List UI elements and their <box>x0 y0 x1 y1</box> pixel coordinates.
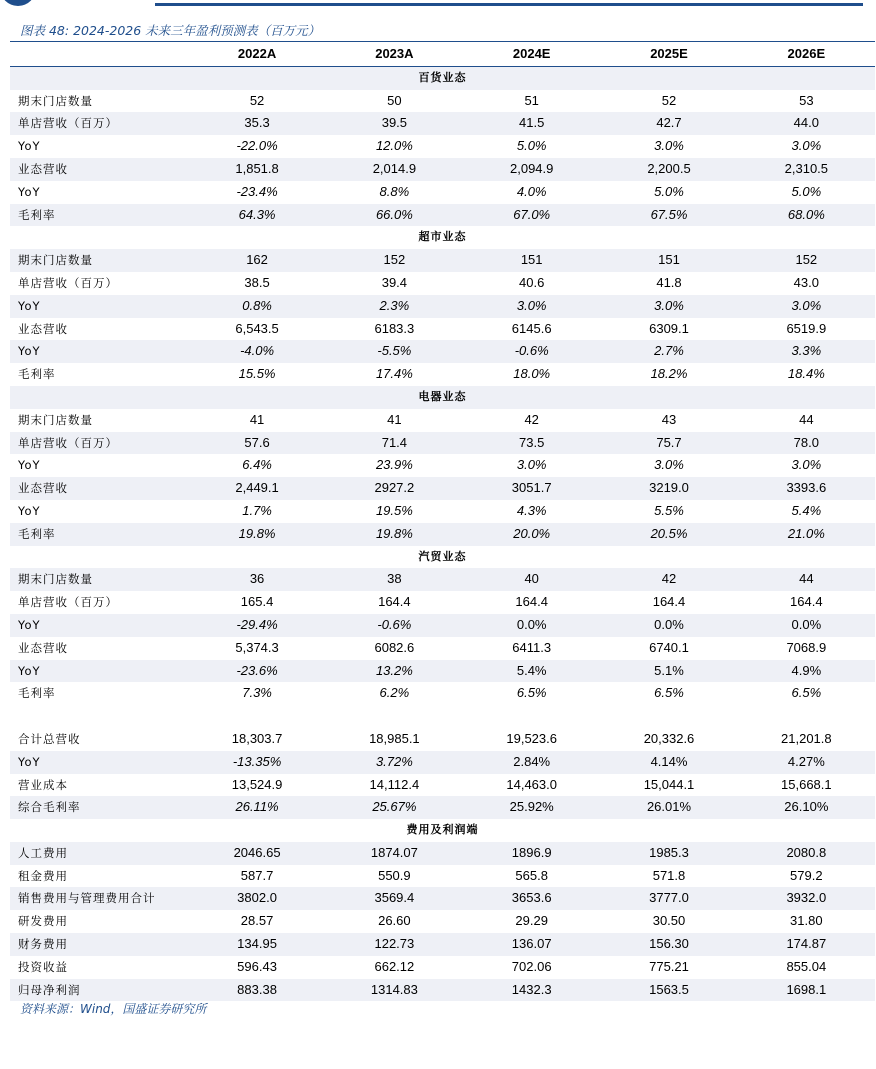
value-cell: 18.4% <box>787 366 825 382</box>
value-cell: 31.80 <box>790 913 823 929</box>
row-label: 综合毛利率 <box>10 796 188 819</box>
value-cell: 2,200.5 <box>600 158 737 181</box>
value-cell: 35.3 <box>188 112 325 135</box>
table-row <box>10 295 875 318</box>
header-year-2022a: 2022A <box>188 43 325 66</box>
row-label: 合计总营收 <box>18 731 81 746</box>
value-cell: 174.87 <box>738 933 875 956</box>
value-cell: 151 <box>463 249 600 272</box>
value-cell: 30.50 <box>652 913 686 929</box>
value-cell: 52 <box>249 92 265 108</box>
table-row <box>10 249 875 272</box>
value-cell: 3.0% <box>791 138 822 154</box>
value-cell: 2.84% <box>463 751 600 774</box>
value-cell: 25.67% <box>326 796 463 819</box>
table-row <box>10 910 875 933</box>
value-cell: 21.0% <box>738 523 875 546</box>
value-cell: 122.73 <box>326 933 463 956</box>
table-row <box>10 340 875 363</box>
value-cell: 39.4 <box>381 274 408 290</box>
value-cell: 579.2 <box>790 867 823 883</box>
table-row <box>10 887 875 910</box>
value-cell: 19.8% <box>326 523 463 546</box>
value-cell: 6411.3 <box>512 639 552 655</box>
row-label: 期末门店数量 <box>18 93 93 108</box>
value-cell: 2,310.5 <box>738 158 875 181</box>
value-cell: 136.07 <box>463 933 600 956</box>
value-cell: 1314.83 <box>326 979 463 1002</box>
row-label: 单店营收（百万） <box>18 595 118 610</box>
value-cell: 164.4 <box>515 594 548 610</box>
value-cell: 42 <box>524 411 539 427</box>
value-cell: 5.5% <box>654 502 684 518</box>
spacer-cell <box>10 705 875 728</box>
value-cell: 26.10% <box>738 796 875 819</box>
value-cell: 5.0% <box>654 183 684 199</box>
row-label: 业态营收 <box>18 640 68 655</box>
row-label: YoY <box>18 503 41 518</box>
value-cell: 5,374.3 <box>235 639 279 655</box>
value-cell: 2,449.1 <box>188 477 325 500</box>
value-cell: 662.12 <box>374 958 415 974</box>
value-cell: -13.35% <box>188 751 325 774</box>
row-label: 期末门店数量 <box>10 249 188 272</box>
value-cell: 2.7% <box>600 340 737 363</box>
value-cell: 596.43 <box>237 958 277 974</box>
value-cell: 3051.7 <box>463 477 600 500</box>
value-cell: 2080.8 <box>738 842 875 865</box>
row-label: YoY <box>10 295 188 318</box>
value-cell: 4.0% <box>516 183 547 199</box>
value-cell: 3.0% <box>463 295 600 318</box>
table-row <box>10 523 875 546</box>
value-cell: 40.6 <box>519 274 545 290</box>
value-cell: 51 <box>524 92 539 108</box>
header-label-cell <box>10 43 188 66</box>
value-cell: 0.0% <box>463 614 600 637</box>
value-cell: 855.04 <box>786 958 827 974</box>
value-cell: 1896.9 <box>463 842 600 865</box>
section-header-row <box>10 546 875 569</box>
row-label: 业态营收 <box>10 158 188 181</box>
value-cell: 2.3% <box>326 295 463 318</box>
value-cell: 19.8% <box>188 523 325 546</box>
section-header-row <box>10 66 875 89</box>
value-cell: 5.0% <box>791 183 822 199</box>
table-row <box>10 112 875 135</box>
value-cell: 3219.0 <box>600 477 737 500</box>
value-cell: 4.3% <box>516 502 547 518</box>
table-row <box>10 751 875 774</box>
section-header-row <box>10 226 875 249</box>
value-cell: 1.7% <box>242 502 272 518</box>
value-cell: 5.4% <box>463 660 600 683</box>
row-label: YoY <box>10 614 188 637</box>
table-row <box>10 409 875 432</box>
value-cell: 66.0% <box>326 204 463 227</box>
row-label: 营业成本 <box>18 777 68 792</box>
value-cell: 67.0% <box>463 204 600 227</box>
value-cell: 18,985.1 <box>369 730 420 746</box>
row-label: 单店营收（百万） <box>18 275 118 290</box>
value-cell: 36 <box>188 568 325 591</box>
value-cell: 134.95 <box>188 933 325 956</box>
row-label: 毛利率 <box>18 367 56 382</box>
value-cell: 57.6 <box>188 432 325 455</box>
table-row <box>10 432 875 455</box>
value-cell: 18.0% <box>513 366 551 382</box>
value-cell: 6082.6 <box>374 639 415 655</box>
section-title: 超市业态 <box>418 230 467 244</box>
value-cell: 3653.6 <box>463 887 600 910</box>
value-cell: 53 <box>799 92 814 108</box>
table-row <box>10 796 875 819</box>
value-cell: 78.0 <box>738 432 875 455</box>
value-cell: 38 <box>326 568 463 591</box>
value-cell: 20.0% <box>463 523 600 546</box>
value-cell: 20.5% <box>600 523 737 546</box>
table-row <box>10 181 875 204</box>
value-cell: 41 <box>249 411 265 427</box>
value-cell: 1985.3 <box>600 842 737 865</box>
value-cell: 17.4% <box>375 366 413 382</box>
value-cell: 3.0% <box>654 457 684 473</box>
value-cell: -23.6% <box>188 660 325 683</box>
value-cell: 44.0 <box>738 112 875 135</box>
value-cell: 8.8% <box>379 183 410 199</box>
section-title: 费用及利润端 <box>406 823 479 837</box>
value-cell: 25.92% <box>463 796 600 819</box>
value-cell: 18.2% <box>650 366 688 382</box>
value-cell: 23.9% <box>375 457 413 473</box>
value-cell: -0.6% <box>326 614 463 637</box>
value-cell: 164.4 <box>790 594 823 610</box>
row-label: 期末门店数量 <box>18 412 93 427</box>
value-cell: 5.0% <box>516 138 547 154</box>
value-cell: 15,044.1 <box>643 776 695 792</box>
table-row <box>10 454 875 477</box>
value-cell: 15.5% <box>238 366 276 382</box>
value-cell: 3.0% <box>654 138 684 154</box>
table-row <box>10 272 875 295</box>
source-note: 资料来源：Wind，国盛证券研究所 <box>20 1002 207 1016</box>
value-cell: 18,303.7 <box>231 730 283 746</box>
row-label: 毛利率 <box>10 204 188 227</box>
value-cell: 0.0% <box>600 614 737 637</box>
row-label: 业态营收 <box>10 477 188 500</box>
table-row <box>10 500 875 523</box>
table-body <box>10 66 875 1001</box>
value-cell: 43.0 <box>793 274 819 290</box>
table-row <box>10 363 875 386</box>
value-cell: 3.0% <box>791 457 822 473</box>
table-row <box>10 637 875 660</box>
value-cell: 3777.0 <box>600 887 737 910</box>
value-cell: 38.5 <box>244 274 270 290</box>
value-cell: 39.5 <box>326 112 463 135</box>
row-label: 毛利率 <box>10 523 188 546</box>
value-cell: 775.21 <box>649 958 689 974</box>
table-row <box>10 568 875 591</box>
value-cell: 50 <box>387 92 402 108</box>
value-cell: 26.60 <box>378 913 411 929</box>
value-cell: 26.11% <box>188 796 325 819</box>
figure-caption: 图表 48: 2024-2026 未来三年盈利预测表（百万元） <box>20 23 321 38</box>
value-cell: 1432.3 <box>463 979 600 1002</box>
value-cell: 7.3% <box>242 685 272 701</box>
value-cell: 4.27% <box>738 751 875 774</box>
value-cell: 2927.2 <box>326 477 463 500</box>
value-cell: 71.4 <box>326 432 463 455</box>
value-cell: 6.4% <box>242 457 272 473</box>
value-cell: -5.5% <box>326 340 463 363</box>
header-year-2026e: 2026E <box>738 43 875 66</box>
value-cell: 28.57 <box>240 913 274 929</box>
value-cell: 164.4 <box>378 594 411 610</box>
value-cell: 587.7 <box>240 867 274 883</box>
caption-rule <box>10 41 875 42</box>
value-cell: 6.5% <box>516 685 547 701</box>
value-cell: 6740.1 <box>649 639 689 655</box>
value-cell: 44 <box>799 411 814 427</box>
section-title: 电器业态 <box>10 386 875 409</box>
table-row <box>10 135 875 158</box>
section-title: 汽贸业态 <box>418 549 467 563</box>
value-cell: 156.30 <box>600 933 737 956</box>
value-cell: 13,524.9 <box>231 776 283 792</box>
value-cell: 1,851.8 <box>188 158 325 181</box>
row-label: 单店营收（百万） <box>10 112 188 135</box>
value-cell: 4.14% <box>600 751 737 774</box>
row-label: 人工费用 <box>10 842 188 865</box>
value-cell: -23.4% <box>236 183 278 199</box>
header-year-2023a: 2023A <box>326 43 463 66</box>
forecast-table <box>10 43 875 1001</box>
value-cell: 52 <box>661 92 677 108</box>
table-row <box>10 90 875 113</box>
table-row <box>10 158 875 181</box>
row-label: 投资收益 <box>18 959 68 974</box>
value-cell: 4.9% <box>738 660 875 683</box>
value-cell: 3.0% <box>738 295 875 318</box>
value-cell: 1563.5 <box>600 979 737 1002</box>
row-label: YoY <box>18 458 41 473</box>
value-cell: -4.0% <box>188 340 325 363</box>
value-cell: 67.5% <box>600 204 737 227</box>
value-cell: 152 <box>326 249 463 272</box>
header-year-2025e: 2025E <box>600 43 737 66</box>
row-label: 归母净利润 <box>10 979 188 1002</box>
value-cell: 5.4% <box>791 502 822 518</box>
value-cell: 26.01% <box>600 796 737 819</box>
row-label: 租金费用 <box>18 868 68 883</box>
row-label: 毛利率 <box>18 686 56 701</box>
header-rule <box>155 3 863 6</box>
value-cell: 29.29 <box>515 913 548 929</box>
row-label: 单店营收（百万） <box>10 432 188 455</box>
table-header-row <box>10 43 875 66</box>
value-cell: 571.8 <box>652 867 686 883</box>
value-cell: 75.7 <box>600 432 737 455</box>
table-row <box>10 204 875 227</box>
value-cell: 14,463.0 <box>506 776 557 792</box>
row-label: YoY <box>10 660 188 683</box>
value-cell: 73.5 <box>463 432 600 455</box>
value-cell: 0.0% <box>738 614 875 637</box>
value-cell: 20,332.6 <box>643 730 695 746</box>
value-cell: 3.0% <box>516 457 547 473</box>
value-cell: 44 <box>738 568 875 591</box>
value-cell: 14,112.4 <box>369 776 420 792</box>
value-cell: 19.5% <box>375 502 413 518</box>
value-cell: 12.0% <box>375 138 413 154</box>
table-row <box>10 774 875 797</box>
table-row <box>10 842 875 865</box>
value-cell: 6183.3 <box>374 320 415 336</box>
value-cell: 6.5% <box>791 685 822 701</box>
value-cell: 21,201.8 <box>781 730 832 746</box>
section-header-row <box>10 819 875 842</box>
section-title: 百货业态 <box>10 66 875 89</box>
value-cell: 6145.6 <box>511 320 552 336</box>
table-row <box>10 318 875 341</box>
value-cell: 3.0% <box>600 295 737 318</box>
value-cell: 42 <box>600 568 737 591</box>
row-label: YoY <box>18 184 41 199</box>
value-cell: 6,543.5 <box>235 320 279 336</box>
value-cell: 1874.07 <box>326 842 463 865</box>
value-cell: 3932.0 <box>738 887 875 910</box>
value-cell: 3.3% <box>738 340 875 363</box>
value-cell: 6309.1 <box>649 320 689 336</box>
header-year-2024e: 2024E <box>463 43 600 66</box>
value-cell: 3.72% <box>326 751 463 774</box>
value-cell: 6.2% <box>379 685 410 701</box>
value-cell: 15,668.1 <box>781 776 832 792</box>
value-cell: 68.0% <box>738 204 875 227</box>
value-cell: 41 <box>387 411 402 427</box>
row-label: 研发费用 <box>18 914 68 929</box>
value-cell: -22.0% <box>236 138 278 154</box>
value-cell: 565.8 <box>515 867 548 883</box>
value-cell: 3393.6 <box>738 477 875 500</box>
value-cell: 164.4 <box>652 594 686 610</box>
table-row <box>10 682 875 705</box>
value-cell: 19,523.6 <box>506 730 557 746</box>
value-cell: -29.4% <box>188 614 325 637</box>
table-row <box>10 477 875 500</box>
value-cell: 550.9 <box>378 867 411 883</box>
value-cell: 162 <box>188 249 325 272</box>
value-cell: 2,014.9 <box>326 158 463 181</box>
value-cell: 151 <box>600 249 737 272</box>
value-cell: 13.2% <box>326 660 463 683</box>
value-cell: 3569.4 <box>326 887 463 910</box>
table-row <box>10 865 875 888</box>
value-cell: 43 <box>661 411 677 427</box>
value-cell: 2046.65 <box>188 842 325 865</box>
section-header-row <box>10 386 875 409</box>
value-cell: 0.8% <box>188 295 325 318</box>
value-cell: 702.06 <box>511 958 552 974</box>
value-cell: 883.38 <box>188 979 325 1002</box>
value-cell: 42.7 <box>600 112 737 135</box>
value-cell: -0.6% <box>463 340 600 363</box>
value-cell: 6.5% <box>654 685 684 701</box>
row-label: YoY <box>10 751 188 774</box>
row-label: 业态营收 <box>18 321 68 336</box>
table-row <box>10 728 875 751</box>
value-cell: 3802.0 <box>188 887 325 910</box>
value-cell: 7068.9 <box>786 639 827 655</box>
value-cell: 2,094.9 <box>463 158 600 181</box>
row-label: YoY <box>18 139 41 154</box>
value-cell: 64.3% <box>188 204 325 227</box>
value-cell: 152 <box>738 249 875 272</box>
table-row <box>10 660 875 683</box>
table-row <box>10 933 875 956</box>
table-row <box>10 979 875 1002</box>
row-label: YoY <box>10 340 188 363</box>
value-cell: 40 <box>463 568 600 591</box>
value-cell: 41.5 <box>463 112 600 135</box>
value-cell: 1698.1 <box>738 979 875 1002</box>
row-label: 销售费用与管理费用合计 <box>10 887 188 910</box>
value-cell: 5.1% <box>600 660 737 683</box>
table-row <box>10 591 875 614</box>
table-row <box>10 956 875 979</box>
row-label: 期末门店数量 <box>10 568 188 591</box>
value-cell: 41.8 <box>656 274 682 290</box>
brand-logo <box>0 0 36 6</box>
table-row <box>10 614 875 637</box>
value-cell: 165.4 <box>240 594 274 610</box>
spacer-row <box>10 705 875 728</box>
row-label: 财务费用 <box>10 933 188 956</box>
value-cell: 6519.9 <box>786 320 827 336</box>
